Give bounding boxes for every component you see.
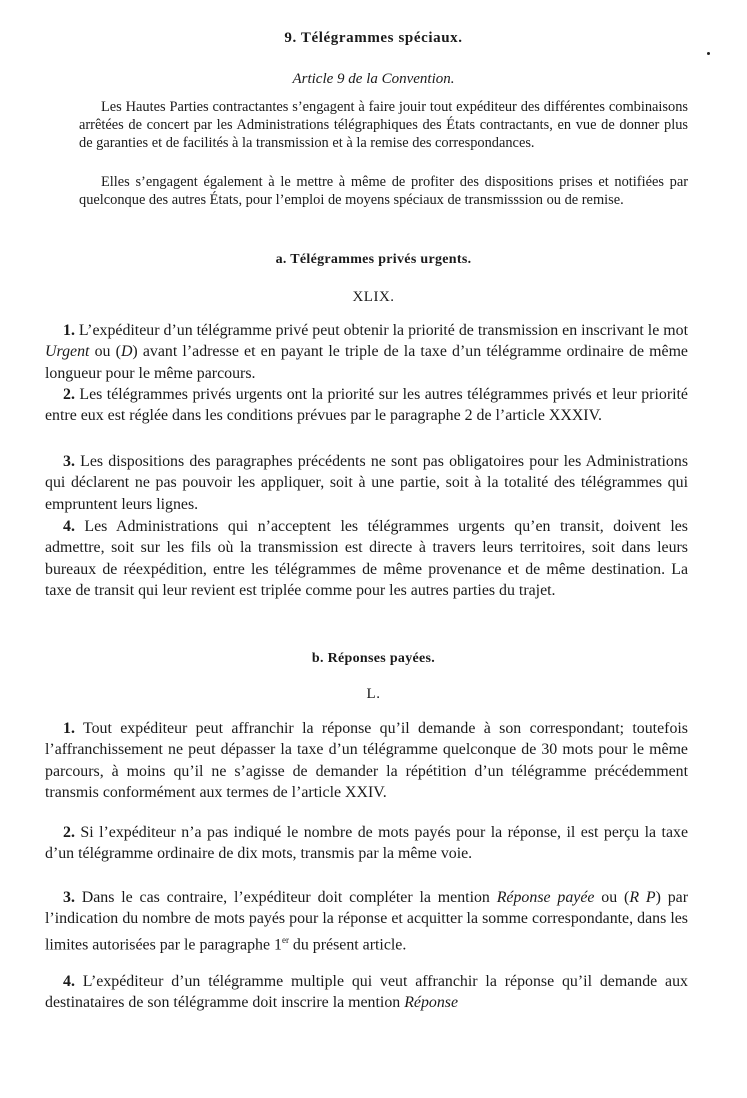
part-b-paragraph-3: 3. Dans le cas contraire, l’expéditeur doit compléter la mention Réponse payée ou (R P) par l’indication du nombre de mots payés pour la réponse et acquitter la somme correspondante, dans les limites autorisées par le paragraphe 1er du présent article. xyxy=(45,889,688,953)
part-b-paragraph-4: 4. L’expéditeur d’un télégramme multiple qui veut affranchir la réponse qu’il demande aux destinataires de son télégramme doit inscrire la mention Réponse xyxy=(45,973,688,1012)
section-subtitle: Article 9 de la Convention. xyxy=(292,71,455,87)
paragraph-number: 1. xyxy=(63,720,75,737)
part-a-paragraph-4: 4. Les Administrations qui n’acceptent les télégrammes urgents qu’en transit, doivent les admettre, soit sur les fils où la transmission est directe à travers leurs territoires, soit dans leurs bureaux de réexpédition, entre les télégrammes de même provenance et de même destination. La taxe de transit qui leur revient est triplée comme pour les autres parties du trajet. xyxy=(45,518,688,599)
paragraph-number: 1. xyxy=(63,322,75,339)
paragraph-number: 4. xyxy=(63,973,75,990)
part-a-paragraph-3: 3. Les dispositions des paragraphes précédents ne sont pas obligatoires pour les Administrations qui déclarent ne pas pouvoir les appliquer, soit à une partie, soit à la totalité des télégrammes qui empruntent leurs lignes. xyxy=(45,453,688,513)
paragraph-number: 3. xyxy=(63,889,75,906)
part-b-paragraph-2: 2. Si l’expéditeur n’a pas indiqué le nombre de mots payés pour la réponse, il est perçu la taxe d’un télégramme ordinaire de dix mots, transmis par la même voie. xyxy=(45,824,688,863)
part-b-article-number: L. xyxy=(366,686,381,702)
part-b-heading: b. Réponses payées. xyxy=(311,651,436,666)
part-a-paragraph-2: 2. Les télégrammes privés urgents ont la priorité sur les autres télégrammes privés et leur priorité entre eux est réglée dans les conditions prévues par le paragraphe 2 de l’article XXXIV. xyxy=(45,386,688,425)
paragraph-number: 3. xyxy=(63,453,75,470)
paragraph-number: 2. xyxy=(63,824,75,841)
part-a-heading: a. Télégrammes privés urgents. xyxy=(275,252,472,267)
intro-paragraph-2: Elles s’engagent également à le mettre à même de profiter des dispositions prises et notifiées par quelconque des autres États, pour l’emploi de moyens spéciaux de transmisssion ou de remise. xyxy=(79,174,688,209)
paragraph-number: 2. xyxy=(63,386,75,403)
ink-speck xyxy=(707,52,710,55)
part-a-paragraph-1: 1. L’expéditeur d’un télégramme privé peut obtenir la priorité de transmission en inscrivant le mot Urgent ou (D) avant l’adresse et en payant le triple de la taxe d’un télégramme ordinaire de même longueur pour le même parcours. xyxy=(45,322,688,382)
part-a-article-number: XLIX. xyxy=(352,289,395,305)
paragraph-number: 4. xyxy=(63,518,75,535)
section-title: 9. Télégrammes spéciaux. xyxy=(284,30,463,46)
part-b-paragraph-1: 1. Tout expéditeur peut affranchir la réponse qu’il demande à son correspondant; toutefois l’affranchissement ne peut dépasser la taxe d’un télégramme quelconque de 30 mots pour le même parcours, à moins qu’il ne s’agisse de demander la répétition d’un télégramme précédemment transmis conformément aux termes de l’article XXIV. xyxy=(45,720,688,801)
intro-paragraph-1: Les Hautes Parties contractantes s’engagent à faire jouir tout expéditeur des différentes combinaisons arrêtées de concert par les Administrations télégraphiques des États contractants, en vue de donner plus de garanties et de facilités à la transmission et à la remise des correspondances. xyxy=(79,99,688,152)
